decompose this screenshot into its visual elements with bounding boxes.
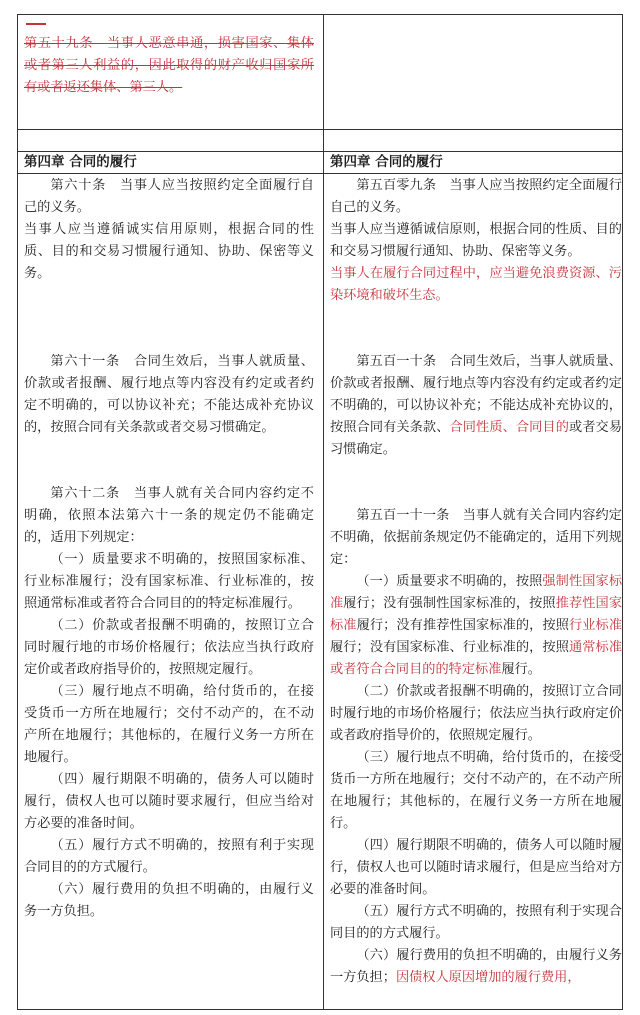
spacer <box>24 439 314 483</box>
left-header <box>24 152 314 172</box>
article-511-item-2: （二）价款或者报酬不明确的，按照订立合同时履行地的市场价格履行；依法应当执行政府定价或者政府指导价的，依照规定履行。 <box>330 684 622 743</box>
article-511-item-1 <box>330 571 622 681</box>
article-511-item-6 <box>330 945 622 989</box>
row-divider-top <box>18 129 622 130</box>
item-6-text: （六）履行费用的负担不明确的，由履行义务一方负担； <box>330 948 622 985</box>
spacer <box>24 285 314 351</box>
article-511-intro: 第五百一十一条 当事人就有关合同内容约定不明确，依据前条规定仍不能确定的，适用下列规定： <box>330 508 622 567</box>
article-61: 第六十一条 合同生效后，当事人就质量、价款或者报酬、履行地点等内容没有约定或者约定不明确的，可以协议补充；不能达成补充协议的，按照合同有关条款或者交易习惯确定。 <box>24 354 314 435</box>
right-chapter-title: 第四章 合同的履行 <box>330 154 443 170</box>
article-62-intro: 第六十二条 当事人就有关合同内容约定不明确，依照本法第六十一条的规定仍不能确定的，适用下列规定： <box>24 486 314 545</box>
spacer <box>330 307 622 351</box>
right-header <box>330 152 622 172</box>
deletion-mark <box>26 23 46 25</box>
left-chapter-title: 第四章 合同的履行 <box>24 154 137 170</box>
column-divider <box>323 15 324 1009</box>
item-1-change-b: 推荐性国家标准 <box>330 596 623 633</box>
article-62-item-5: （五）履行方式不明确的，按照有利于实现合同目的的方式履行。 <box>24 838 314 875</box>
row-divider-body <box>18 173 622 174</box>
article-62-item-1: （一）质量要求不明确的，按照国家标准、行业标准履行；没有国家标准、行业标准的，按照通常标准或者符合合同目的的特定标准履行。 <box>24 552 314 611</box>
item-6-change: 因债权人原因增加的履行费用， <box>395 970 581 985</box>
article-60-para-2: 当事人应当遵循诚实信用原则，根据合同的性质、目的和交易习惯履行通知、协助、保密等义务。 <box>24 222 314 281</box>
article-62-item-4: （四）履行期限不明确的，债务人可以随时履行，债权人也可以随时要求履行，但应当给对方必要的准备时间。 <box>24 772 314 831</box>
article-62-item-2: （二）价款或者报酬不明确的，按照订立合同时履行地的市场价格履行；依法应当执行政府定价或者政府指导价的，按照规定履行。 <box>24 618 314 677</box>
item-1-text-d: 履行；没有国家标准、行业标准的，按照 <box>330 640 569 655</box>
item-1-text-e: 履行。 <box>501 662 541 677</box>
item-1-change-d: 通常标准或者符合合同目的的特定标准 <box>330 640 623 677</box>
right-column-body <box>330 175 622 989</box>
article-510 <box>330 351 622 461</box>
spacer <box>330 461 622 505</box>
article-510-text: 第五百一十条 合同生效后，当事人就质量、价款或者报酬、履行地点等内容没有约定或者约定不明确的，可以协议补充；不能达成补充协议的，按照合同有关条款、 <box>330 354 622 435</box>
article-60-para-1: 第六十条 当事人应当按照约定全面履行自己的义务。 <box>24 178 314 215</box>
article-511-item-3: （三）履行地点不明确，给付货币的，在接受货币一方所在地履行；交付不动产的，在不动产所在地履行；其他标的，在履行义务一方所在地履行。 <box>330 750 622 831</box>
item-1-text-c: 履行；没有推荐性国家标准的，按照 <box>356 618 569 633</box>
article-510-change: 合同性质、合同目的 <box>449 420 569 435</box>
item-1-change-c: 行业标准 <box>569 618 623 633</box>
left-column-body <box>24 175 314 923</box>
deleted-article-cell <box>24 33 314 99</box>
deleted-article-59: 第五十九条 当事人恶意串通，损害国家、集体或者第三人利益的，因此取得的财产收归国家所有或者返还集体、第三人。 <box>24 36 314 95</box>
article-511-item-4: （四）履行期限不明确的，债务人可以随时履行，债权人也可以随时请求履行，但是应当给对方必要的准备时间。 <box>330 838 622 897</box>
item-1-text-a: （一）质量要求不明确的，按照 <box>356 574 543 589</box>
item-1-text-b: 履行；没有强制性国家标准的，按照 <box>343 596 556 611</box>
item-1-change-a: 强制性国家标准 <box>330 574 623 611</box>
comparison-table <box>17 14 623 1010</box>
article-62-item-3: （三）履行地点不明确，给付货币的，在接受货币一方所在地履行；交付不动产的，在不动产所在地履行；其他标的，在履行义务一方所在地履行。 <box>24 684 314 765</box>
article-62-item-6: （六）履行费用的负担不明确的，由履行义务一方负担。 <box>24 882 314 919</box>
article-511-item-5: （五）履行方式不明确的，按照有利于实现合同目的的方式履行。 <box>330 904 622 941</box>
article-509-para-3: 当事人在履行合同过程中，应当避免浪费资源、污染环境和破坏生态。 <box>330 266 622 303</box>
article-509-para-2: 当事人应当遵循诚信原则，根据合同的性质、目的和交易习惯履行通知、协助、保密等义务。 <box>330 222 622 259</box>
article-510-tail: 或者交易习惯确定。 <box>330 420 623 457</box>
article-509-para-1: 第五百零九条 当事人应当按照约定全面履行自己的义务。 <box>330 178 622 215</box>
